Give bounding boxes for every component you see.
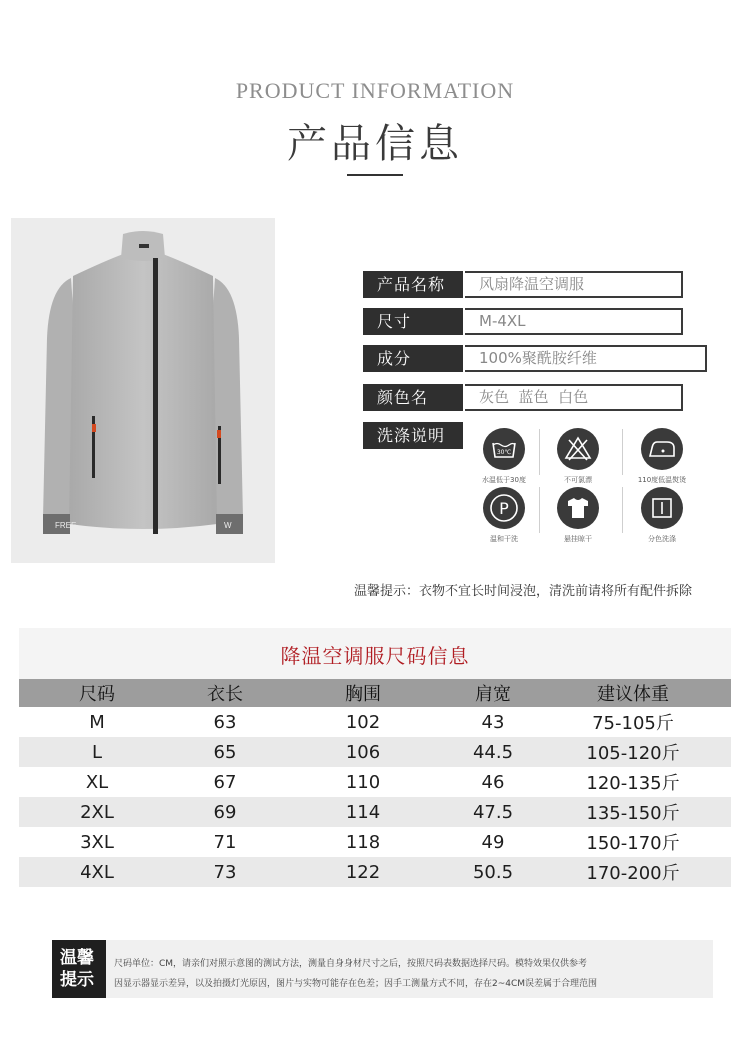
dry-clean-letter: P [499,499,509,518]
table-row [19,707,731,737]
cell-size: XL [19,767,175,797]
care-item [464,428,544,485]
cell-shoulder: 50.5 [451,857,535,887]
header-length: 衣长 [175,679,275,707]
cell-chest: 114 [275,797,451,827]
table-row [19,797,731,827]
sleeve-text-right: W [224,521,232,530]
cell-length: 65 [175,737,275,767]
size-chart-title: 降温空调服尺码信息 [280,644,470,668]
table-row [19,857,731,887]
cell-weight: 75-105斤 [535,707,731,737]
header-english-title: PRODUCT INFORMATION [235,78,515,103]
product-photo [11,218,275,563]
size-table-header [19,679,731,707]
cell-weight: 170-200斤 [535,857,731,887]
hang-dry-icon [557,487,599,529]
care-item [622,428,702,485]
info-label: 洗涤说明 [363,422,463,449]
washing-tip: 温馨提示：衣物不宜长时间浸泡，清洗前请将所有配件拆除 [353,584,692,599]
cell-length: 71 [175,827,275,857]
cell-length: 73 [175,857,275,887]
size-chart [19,628,731,888]
table-row [19,827,731,857]
dry-clean-p-icon [483,487,525,529]
header-divider [347,174,403,176]
cell-shoulder: 43 [451,707,535,737]
header-chinese-title: 产品信息 [287,121,463,167]
info-label: 成分 [363,345,463,372]
care-item [464,487,544,544]
care-caption: 分色洗涤 [648,535,676,543]
cell-chest: 102 [275,707,451,737]
info-row-color [363,384,683,411]
care-caption: 悬挂晾干 [564,535,592,543]
info-label: 产品名称 [363,271,463,298]
sleeve-text-left: FREE [55,521,77,530]
info-row-material [363,345,707,372]
notice-line2: 因显示器显示差异，以及拍摄灯光原因，图片与实物可能存在色差；因手工测量方式不同，存在2~4CM误差属于合理范围 [114,979,598,989]
care-item [622,487,702,544]
header-shoulder: 肩宽 [451,679,535,707]
table-row [19,767,731,797]
cell-shoulder: 46 [451,767,535,797]
notice-line1: 尺码单位：CM，请亲们对照示意图的测试方法，测量自身身材尺寸之后，按照尺码表数据选择尺码。模特效果仅供参考 [114,959,588,969]
cell-shoulder: 47.5 [451,797,535,827]
grey-jacket-photo [11,218,275,563]
info-value: 100%聚酰胺纤维 [465,345,707,372]
iron-110-icon [641,428,683,470]
notice-box [52,940,713,998]
cell-size: 3XL [19,827,175,857]
cell-shoulder: 49 [451,827,535,857]
care-symbols [474,425,700,545]
cell-size: M [19,707,175,737]
cell-size: L [19,737,175,767]
info-label: 颜色名 [363,384,463,411]
cell-weight: 150-170斤 [535,827,731,857]
info-row-size [363,308,683,335]
care-item [538,487,618,544]
care-caption: 温和干洗 [490,535,518,543]
cell-shoulder: 44.5 [451,737,535,767]
table-row [19,737,731,767]
wash-30-icon [483,428,525,470]
info-row-product-name [363,271,683,298]
cell-size: 4XL [19,857,175,887]
info-row-washing [363,422,463,449]
notice-label-line2: 提示 [60,970,94,990]
cell-chest: 110 [275,767,451,797]
notice-label-line1: 温馨 [60,948,94,968]
notice-text [114,954,710,994]
info-value: 灰色 蓝色 白色 [465,384,683,411]
header-chest: 胸围 [275,679,451,707]
cell-weight: 120-135斤 [535,767,731,797]
cell-chest: 106 [275,737,451,767]
care-caption: 110度低温熨烫 [637,476,687,484]
info-value: M-4XL [465,308,683,335]
header-size: 尺码 [19,679,175,707]
cell-chest: 122 [275,857,451,887]
cell-weight: 135-150斤 [535,797,731,827]
care-caption: 水温低于30度 [482,476,526,484]
wash-temp-text: 30℃ [496,449,512,456]
info-value: 风扇降温空调服 [465,271,683,298]
cell-length: 69 [175,797,275,827]
wash-separately-icon [641,487,683,529]
header-weight: 建议体重 [535,679,731,707]
cell-chest: 118 [275,827,451,857]
cell-weight: 105-120斤 [535,737,731,767]
cell-size: 2XL [19,797,175,827]
notice-label [52,940,106,998]
no-bleach-icon [557,428,599,470]
cell-length: 67 [175,767,275,797]
care-item [538,428,618,485]
info-label: 尺寸 [363,308,463,335]
care-caption: 不可氯漂 [564,476,592,484]
cell-length: 63 [175,707,275,737]
size-table [19,679,731,887]
